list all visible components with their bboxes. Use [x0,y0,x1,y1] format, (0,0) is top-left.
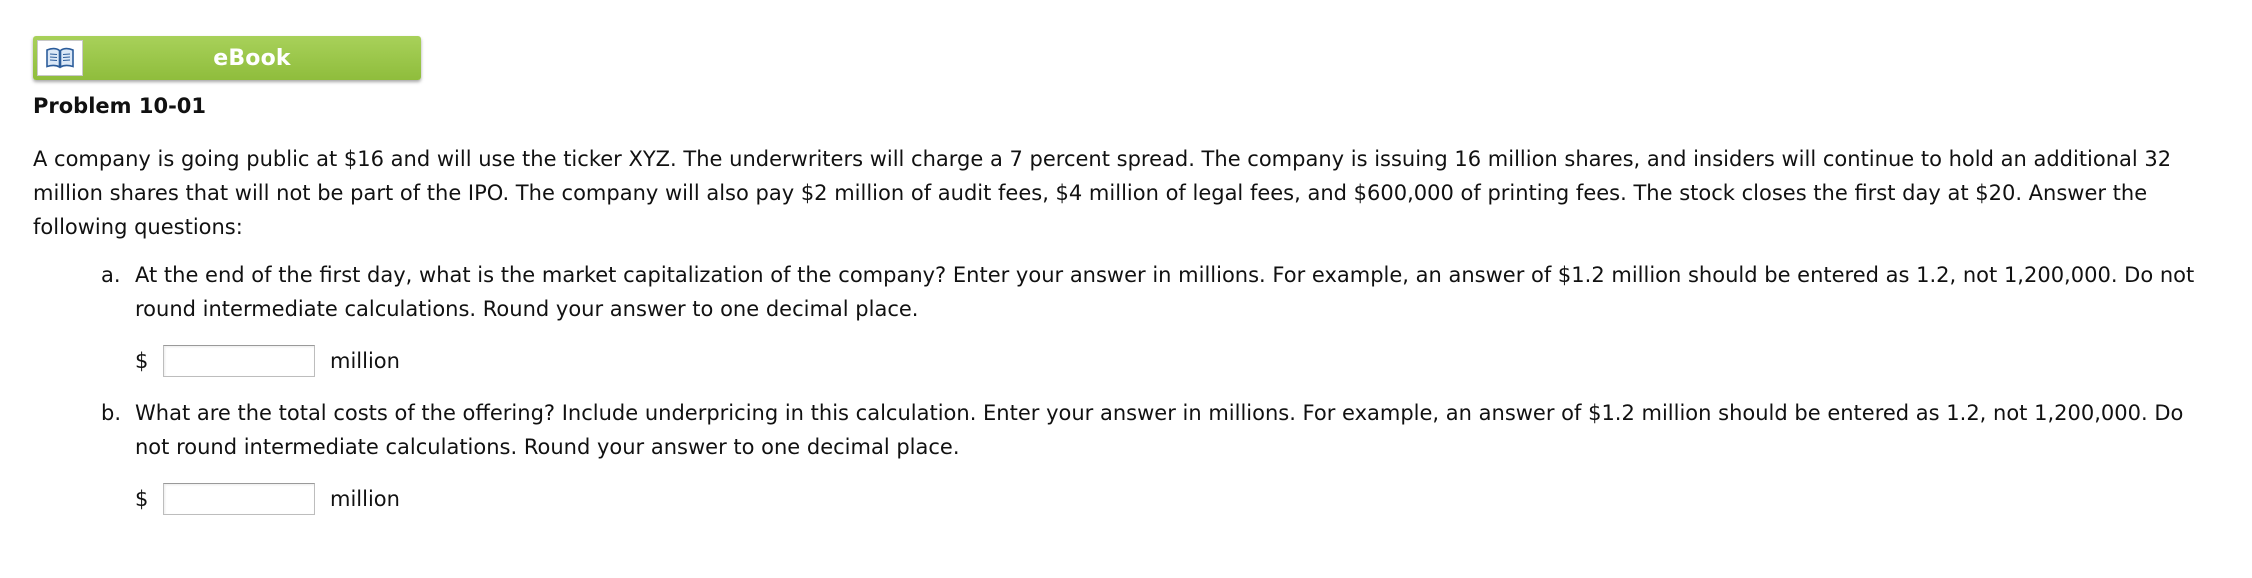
ebook-button[interactable] [33,36,421,80]
open-book-icon [37,40,83,76]
unit-label: million [330,349,400,373]
ebook-label: eBook [213,45,291,71]
question-body [135,258,2223,396]
problem-title: Problem 10-01 [33,94,207,118]
answer-row [135,482,2223,516]
question-list [33,258,2223,534]
problem-statement: A company is going public at $16 and will use the ticker XYZ. The underwriters will charge a 7 percent spread. The company is issuing 16 million shares, and insiders will continue to hold an additional 32 million shares that will not be part of the IPO. The company will also pay $2 million of audit fees, $4 million of legal fees, and $600,000 of printing fees. The stock closes the first day at $20. Answer the following questions: [33,147,2172,239]
question-a [101,258,2223,396]
market-cap-answer-input[interactable] [163,345,315,377]
total-costs-answer-input[interactable] [163,483,315,515]
currency-symbol: $ [135,487,149,511]
question-marker: b. [101,401,122,425]
problem-page [33,36,2223,534]
answer-row [135,344,2223,378]
currency-symbol: $ [135,349,149,373]
question-text: What are the total costs of the offering? Include underpricing in this calculation. Enter your answer in millions. For example, an answer of $1.2 million should be entered as 1.2, not 1,200,000. Do not round intermediate calculations. Round your answer to one decimal place. [135,401,2184,459]
unit-label: million [330,487,400,511]
question-b [101,396,2223,534]
question-text: At the end of the first day, what is the market capitalization of the company? Enter your answer in millions. For example, an answer of $1.2 million should be entered as 1.2, not 1,200,000. Do not round intermediate calculations. Round your answer to one decimal place. [135,263,2195,321]
question-body [135,396,2223,534]
question-marker: a. [101,263,121,287]
